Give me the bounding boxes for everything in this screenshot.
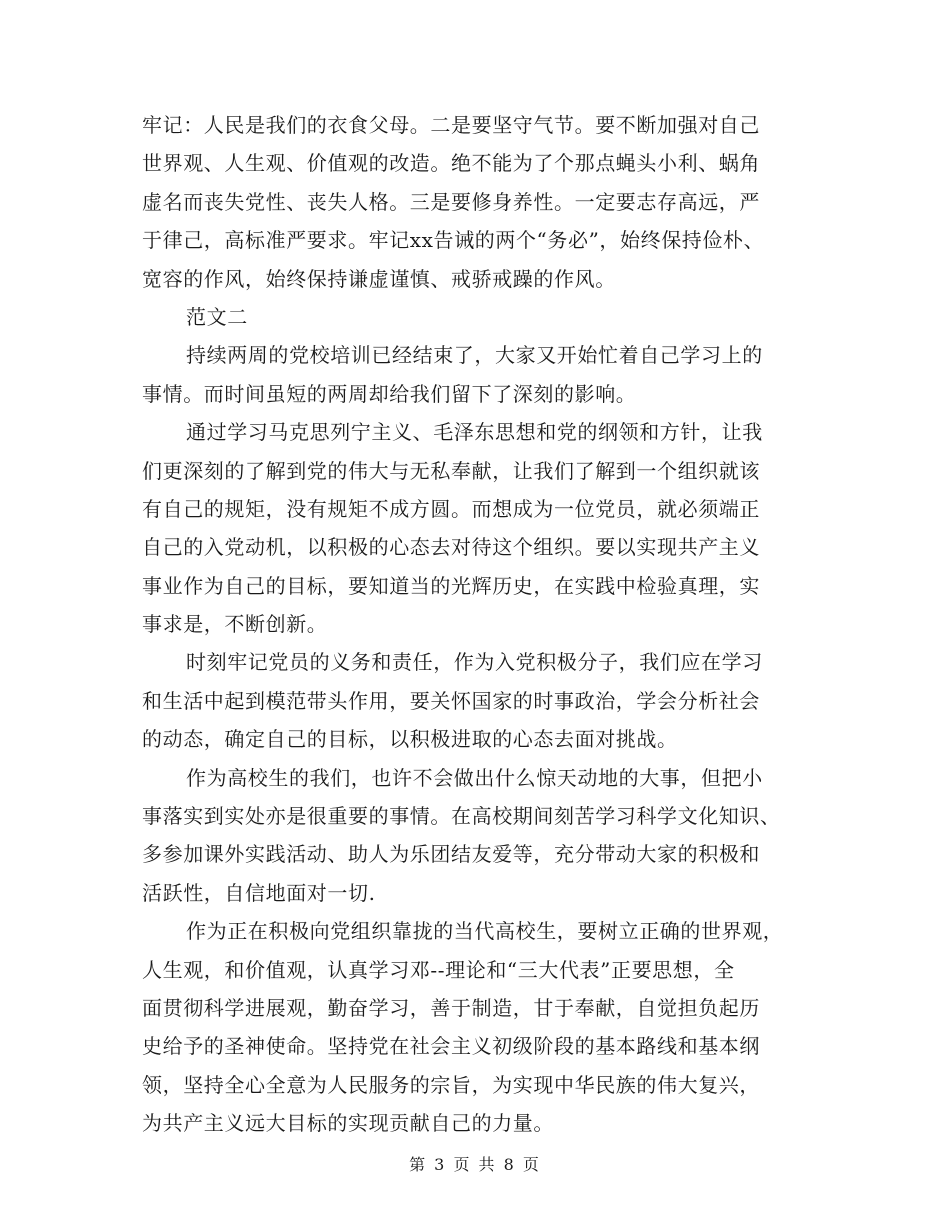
page-number-footer: 第 3 页 共 8 页 bbox=[409, 1155, 541, 1174]
text-line: 事求是，不断创新。 bbox=[142, 612, 328, 637]
text-line: 通过学习马克思列宁主义、毛泽东思想和党的纲领和方针，让我 bbox=[186, 420, 763, 445]
text-line: 和生活中起到模范带头作用，要关怀国家的时事政治，学会分析社会 bbox=[142, 688, 760, 713]
text-line: 于律己，高标准严要求。牢记xx告诫的两个“务必”，始终保持俭朴、 bbox=[142, 228, 765, 253]
paragraph bbox=[142, 106, 806, 298]
text-line: 的动态，确定自己的目标，以积极进取的心态去面对挑战。 bbox=[142, 727, 678, 752]
text-line: 时刻牢记党员的义务和责任，作为入党积极分子，我们应在学习 bbox=[186, 650, 763, 675]
text-line: 牢记：人民是我们的衣食父母。二是要坚守气节。要不断加强对自己 bbox=[142, 113, 760, 137]
paragraph bbox=[142, 413, 806, 643]
paragraph bbox=[142, 759, 806, 913]
text-line: 事业作为自己的目标，要知道当的光辉历史，在实践中检验真理，实 bbox=[142, 573, 760, 598]
text-line: 领，坚持全心全意为人民服务的宗旨，为实现中华民族的伟大复兴， bbox=[142, 1072, 760, 1097]
text-line: 世界观、人生观、价值观的改造。绝不能为了个那点蝇头小利、蜗角 bbox=[142, 151, 760, 176]
paragraph bbox=[142, 912, 806, 1142]
text-line: 活跃性，自信地面对一切. bbox=[142, 880, 376, 905]
section-heading-text: 范文二 bbox=[186, 304, 248, 329]
paragraph bbox=[142, 643, 806, 758]
text-line: 面贯彻科学进展观，勤奋学习，善于制造，甘于奉献，自觉担负起历 bbox=[142, 995, 760, 1020]
text-line: 为共产主义远大目标的实现贡献自己的力量。 bbox=[142, 1111, 554, 1136]
text-line: 史给予的圣神使命。坚持党在社会主义初级阶段的基本路线和基本纲 bbox=[142, 1034, 760, 1059]
text-line: 虚名而丧失党性、丧失人格。三是要修身养性。一定要志存高远，严 bbox=[142, 189, 760, 214]
paragraph bbox=[142, 336, 806, 413]
text-line: 自己的入党动机，以积极的心态去对待这个组织。要以实现共产主义 bbox=[142, 535, 760, 560]
text-line: 有自己的规矩，没有规矩不成方圆。而想成为一位党员，就必须端正 bbox=[142, 496, 760, 521]
text-line: 持续两周的党校培训已经结束了，大家又开始忙着自己学习上的 bbox=[186, 343, 763, 368]
text-line: 多参加课外实践活动、助人为乐团结友爱等，充分带动大家的积极和 bbox=[142, 842, 760, 867]
section-heading bbox=[142, 298, 806, 336]
text-line: 作为高校生的我们，也许不会做出什么惊天动地的大事，但把小 bbox=[186, 765, 763, 790]
document-body bbox=[142, 106, 806, 1143]
text-line: 作为正在积极向党组织靠拢的当代高校生，要树立正确的世界观， bbox=[186, 919, 784, 944]
text-line: 人生观，和价值观，认真学习邓--理论和“三大代表”正要思想，全 bbox=[142, 957, 735, 982]
text-line: 事情。而时间虽短的两周却给我们留下了深刻的影响。 bbox=[142, 381, 637, 406]
text-line: 宽容的作风，始终保持谦虚谨慎、戒骄戒躁的作风。 bbox=[142, 266, 616, 291]
text-line: 事落实到实处亦是很重要的事情。在高校期间刻苦学习科学文化知识、 bbox=[142, 804, 781, 829]
text-line: 们更深刻的了解到党的伟大与无私奉献，让我们了解到一个组织就该 bbox=[142, 458, 760, 483]
